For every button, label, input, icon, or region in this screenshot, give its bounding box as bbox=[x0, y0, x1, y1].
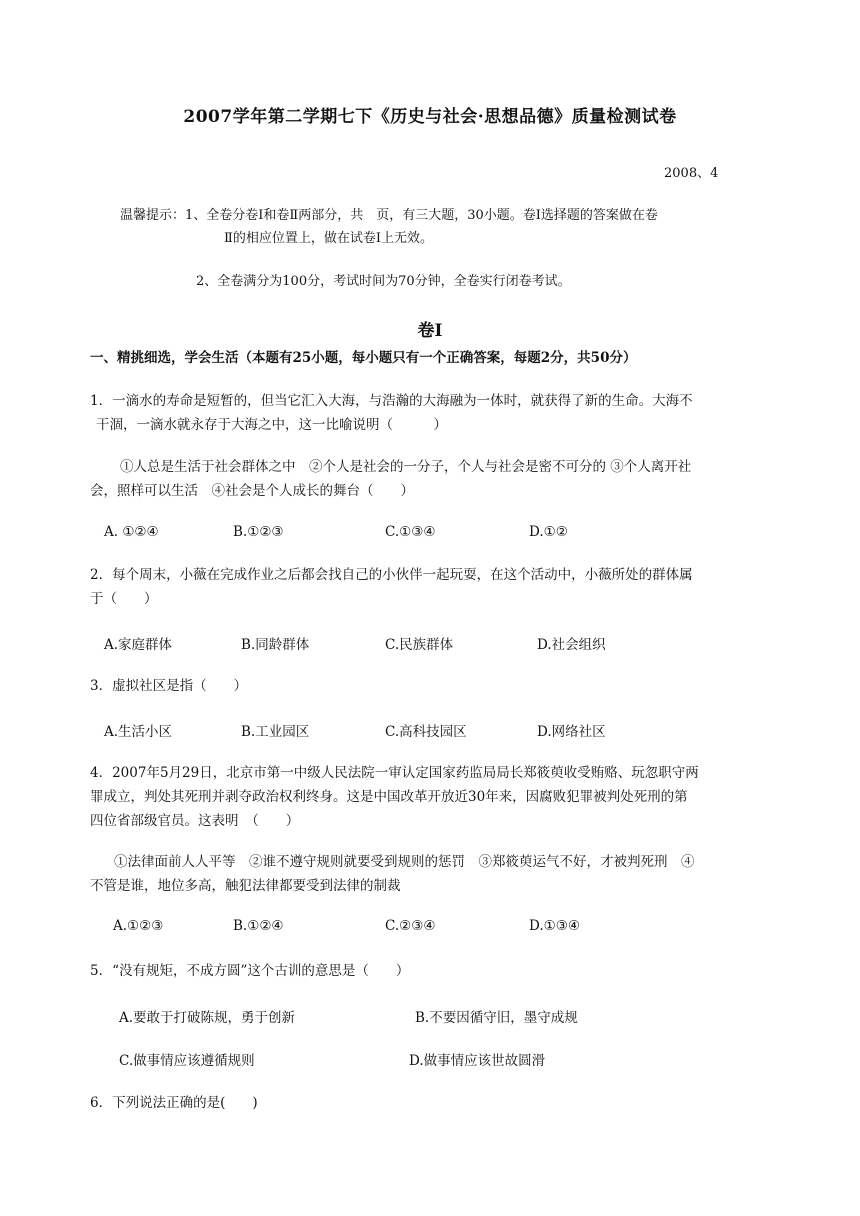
option-c[interactable]: C.民族群体 bbox=[385, 637, 454, 653]
question-stem-line: 6．下列说法正确的是( ) bbox=[90, 1095, 258, 1111]
question-4-stem bbox=[90, 761, 780, 833]
question-stem-line: 2．每个周末，小薇在完成作业之后都会找自己的小伙伴一起玩耍，在这个活动中，小薇所处的群体属 bbox=[90, 567, 693, 583]
question-stem-line: 3．虚拟社区是指（ ） bbox=[90, 678, 248, 694]
question-stem-line: 干涸，一滴水就永存于大海之中，这一比喻说明（ ） bbox=[96, 417, 447, 433]
option-b[interactable]: B.①②④ bbox=[233, 918, 284, 934]
exam-date: 2008、4 bbox=[664, 166, 719, 181]
option-d[interactable]: D.做事情应该世故圆滑 bbox=[409, 1053, 546, 1069]
volume-heading: 卷Ⅰ bbox=[417, 321, 443, 341]
option-b[interactable]: B.不要因循守旧，墨守成规 bbox=[415, 1010, 578, 1026]
option-c[interactable]: C.做事情应该遵循规则 bbox=[119, 1053, 255, 1069]
statement-line: ①法律面前人人平等 ②谁不遵守规则就要受到规则的惩罚 ③郑筱萸运气不好，才被判死刑 ④ bbox=[114, 854, 695, 870]
tip-line-1: 温馨提示：1、全卷分卷Ⅰ和卷Ⅱ两部分，共 页，有三大题，30小题。卷Ⅰ选择题的答案做在卷 bbox=[120, 208, 658, 223]
tip-line-2: 2、全卷满分为100分，考试时间为70分钟，全卷实行闭卷考试。 bbox=[196, 274, 571, 289]
question-stem-line: 四位省部级官员。这表明 （ ） bbox=[90, 813, 300, 829]
option-b[interactable]: B.①②③ bbox=[233, 524, 284, 540]
option-a[interactable]: A.要敢于打破陈规，勇于创新 bbox=[119, 1010, 296, 1026]
question-4-statements bbox=[90, 850, 780, 898]
option-b[interactable]: B.同龄群体 bbox=[241, 637, 310, 653]
question-stem-line: 5．“没有规矩，不成方圆”这个古训的意思是（ ） bbox=[90, 963, 410, 979]
question-stem-line: 于（ ） bbox=[90, 591, 158, 607]
option-c[interactable]: C.高科技园区 bbox=[385, 724, 467, 740]
question-stem-line: 1．一滴水的寿命是短暂的，但当它汇入大海，与浩瀚的大海融为一体时，就获得了新的生命。大海不 bbox=[90, 393, 693, 409]
page-title: 2007学年第二学期七下《历史与社会·思想品德》质量检测试卷 bbox=[183, 107, 677, 127]
option-d[interactable]: D.网络社区 bbox=[537, 724, 606, 740]
option-d[interactable]: D.①③④ bbox=[529, 918, 580, 934]
option-c[interactable]: C.②③④ bbox=[385, 918, 436, 934]
question-1-stem bbox=[90, 389, 780, 437]
section-heading: 一、精挑细选，学会生活（本题有25小题，每小题只有一个正确答案，每题2分，共50分） bbox=[90, 350, 637, 366]
statement-line: 不管是谁，地位多高，触犯法律都要受到法律的制裁 bbox=[90, 878, 401, 894]
question-stem-line: 4．2007年5月29日，北京市第一中级人民法院一审认定国家药监局局长郑筱萸收受贿赂、玩忽职守两 bbox=[90, 765, 699, 781]
option-a[interactable]: A.生活小区 bbox=[104, 724, 173, 740]
question-2-stem bbox=[90, 563, 780, 611]
statement-line: ①人总是生活于社会群体之中 ②个人是社会的一分子，个人与社会是密不可分的 ③个人离开社 bbox=[120, 459, 692, 475]
question-5-stem bbox=[90, 959, 780, 983]
statement-line: 会，照样可以生活 ④社会是个人成长的舞台（ ） bbox=[90, 483, 414, 499]
question-3-stem bbox=[90, 674, 780, 698]
option-c[interactable]: C.①③④ bbox=[385, 524, 436, 540]
option-d[interactable]: D.社会组织 bbox=[537, 637, 606, 653]
option-a[interactable]: A.①②③ bbox=[113, 918, 164, 934]
question-1-statements bbox=[90, 455, 780, 503]
option-a[interactable]: A. ①②④ bbox=[104, 524, 159, 540]
tip-line-1b: Ⅱ的相应位置上，做在试卷Ⅰ上无效。 bbox=[224, 231, 433, 246]
option-d[interactable]: D.①② bbox=[529, 524, 568, 540]
option-b[interactable]: B.工业园区 bbox=[241, 724, 310, 740]
option-a[interactable]: A.家庭群体 bbox=[104, 637, 173, 653]
question-stem-line: 罪成立，判处其死刑并剥夺政治权利终身。这是中国改革开放近30年来，因腐败犯罪被判处死刑的第 bbox=[90, 789, 688, 805]
question-6-stem bbox=[90, 1091, 780, 1115]
